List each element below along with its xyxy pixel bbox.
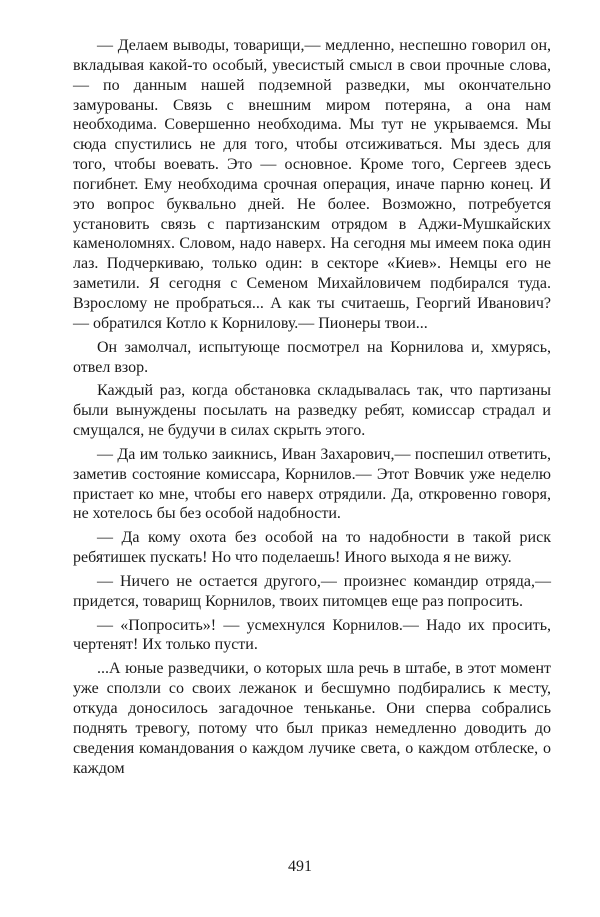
paragraph-commander: — Ничего не остается другого,— произнес командир отряда,— придется, товарищ Корнилов, твоих питомцев еще раз попросить. — [73, 572, 551, 610]
paragraph-young-scouts: ...А юные разведчики, о которых шла речь в штабе, в этот момент уже сползли со своих лежанок и бесшумно подбирались к месту, откуда доносилось загадочное теньканье. Они сперва собрались поднять тревогу, потому что был приказ немедленно доводить до сведения командования о каждом лучике света, о каждом отблеске, о каждом — [73, 660, 551, 777]
paragraph-commissar: Каждый раз, когда обстановка складывалась так, что партизаны были вынуждены посылать на разведку ребят, комиссар страдал и смущался, не будучи в силах скрыть этого. — [73, 382, 551, 440]
paragraph-silence: Он замолчал, испытующе посмотрел на Корнилова и, хмурясь, отвел взор. — [73, 338, 551, 376]
page-number: 491 — [288, 858, 312, 875]
paragraph-risk: — Да кому охота без особой на то надобности в такой риск ребятишек пускать! Но что поделаешь! Иного выхода я не вижу. — [73, 529, 551, 567]
paragraph-kornilov-reply: — Да им только заикнись, Иван Захарович,— поспешил ответить, заметив состояние комиссара, Корнилов.— Этот Вовчик уже неделю пристает ко мне, чтобы его наверх отрядили. Да, откровенно говоря, не хотелось бы без особой надобности. — [73, 445, 551, 523]
paragraph-kotlo-speech: — Делаем выводы, товарищи,— медленно, неспешно говорил он, вкладывая какой-то особый, увесистый смысл в свои прочные слова,— по данным нашей подземной разведки, мы окончательно замурованы. Связь с внешним миром потеряна, а она нам необходима. Совершенно необходима. Мы тут не укрываемся. Мы сюда спустились не для того, чтобы отсиживаться. Мы здесь для того, чтобы воевать. Это — основное. Кроме того, Сергеев здесь погибнет. Ему необходима срочная операция, иначе парню конец. И это вопрос буквально дней. Не более. Возможно, потребуется установить связь с партизанским отрядом в Аджи-Мушкайских каменоломнях. Словом, надо наверх. На сегодня мы имеем пока один лаз. Подчеркиваю, только один: в секторе «Киев». Немцы его не заметили. Я сегодня с Семеном Михайловичем подбирался туда. Взрослому не пробраться... А как ты считаешь, Георгий Иванович? — обратился Котло к Корнилову.— Пионеры твои... — [73, 37, 551, 332]
paragraph-ask: — «Попросить»! — усмехнулся Корнилов.— Надо их просить, чертенят! Их только пусти. — [73, 616, 551, 654]
book-page-text — [73, 36, 551, 778]
